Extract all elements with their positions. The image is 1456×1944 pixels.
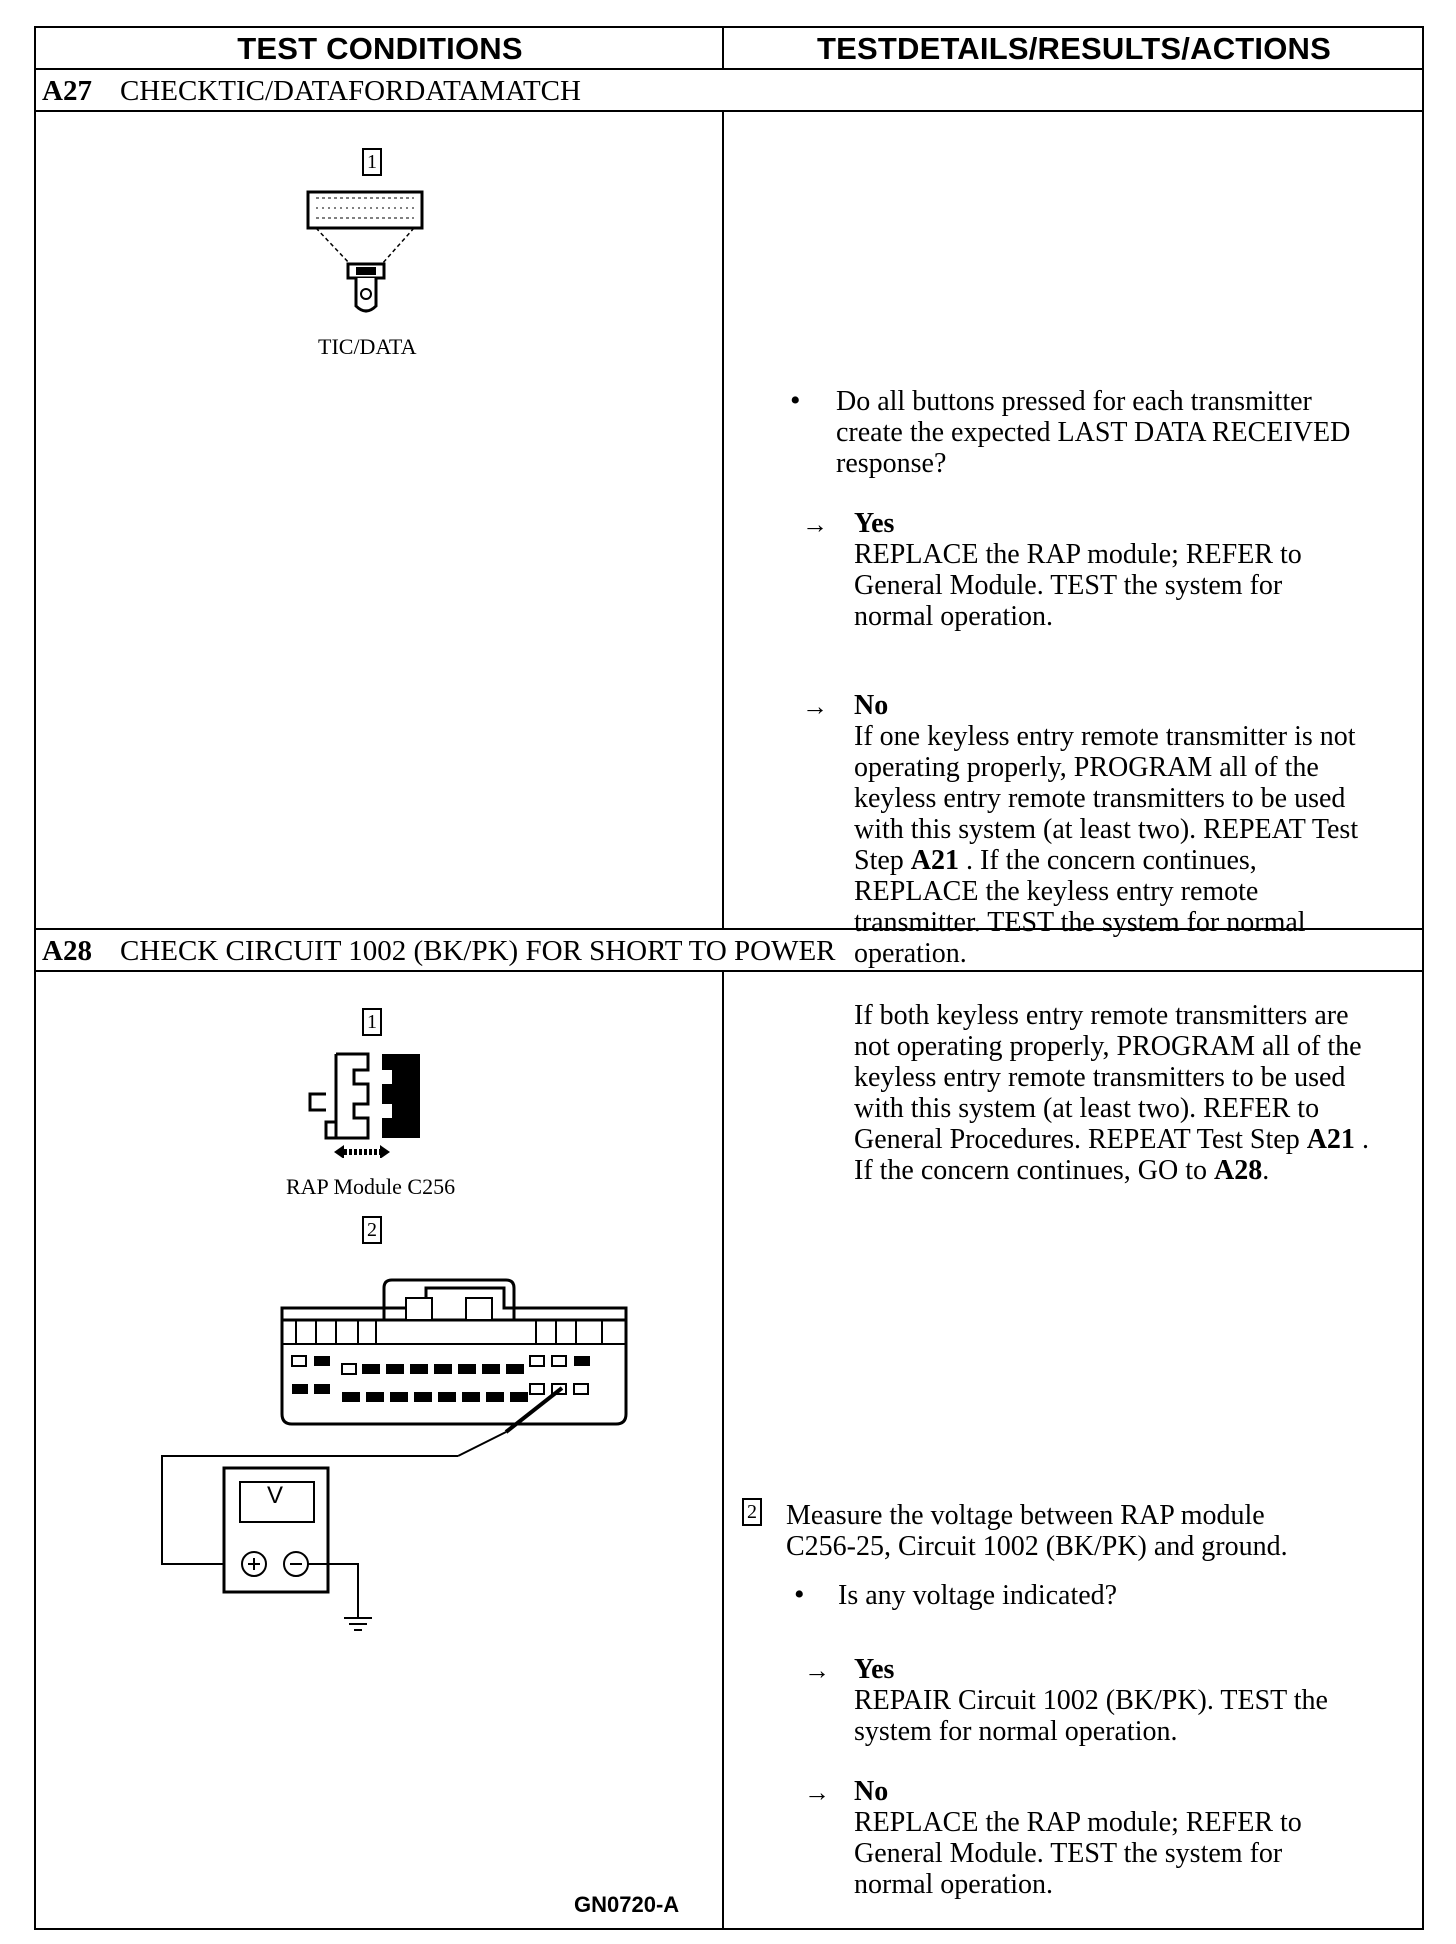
a27-step-title: CHECKTIC/DATAFORDATAMATCH — [119, 74, 581, 107]
a27-title-row — [42, 72, 581, 110]
a28-yes-block: Yes REPAIR Circuit 1002 (BK/PK). TEST the system for normal operation. — [854, 1654, 1328, 1747]
a28-step-box-2: 2 — [362, 1216, 382, 1244]
a28-figure-caption: RAP Module C256 — [286, 1174, 456, 1199]
a27-yes-block: Yes REPLACE the RAP module; REFER to General Module. TEST the system for normal operation. — [854, 508, 1302, 632]
voltmeter-connector-figure — [96, 1264, 696, 1864]
tic-data-connector-figure — [306, 188, 446, 348]
rap-module-connector-figure — [296, 1048, 456, 1158]
a28-right-step-box-2: 2 — [742, 1498, 762, 1526]
a28-no-arrow: → — [804, 1778, 830, 1807]
a27-step-box-1: 1 — [362, 148, 382, 176]
figure-id: GN0720-A — [574, 1892, 680, 1917]
header-test-details: TESTDETAILS/RESULTS/ACTIONS — [816, 31, 1332, 66]
a28-title-rule — [36, 970, 1422, 972]
a28-no-label: No — [854, 1776, 889, 1807]
a27-step-number: A27 — [42, 74, 92, 107]
a27-yes-label: Yes — [854, 508, 895, 539]
a28-step-number: A28 — [42, 934, 92, 967]
header-divider — [722, 28, 724, 68]
a28-no-block: No REPLACE the RAP module; REFER to General Module. TEST the system for normal operation. — [854, 1776, 1302, 1900]
a28-step-title: CHECK CIRCUIT 1002 (BK/PK) FOR SHORT TO POWER — [119, 934, 836, 967]
a27-no-label: No — [854, 690, 889, 721]
a27-figure-caption: TIC/DATA — [318, 334, 417, 359]
header-test-conditions: TEST CONDITIONS — [237, 31, 523, 66]
a28-measure-instruction: Measure the voltage between RAP module C256-25, Circuit 1002 (BK/PK) and ground. — [786, 1500, 1288, 1562]
a28-title-row — [42, 932, 836, 970]
a27-question: Do all buttons pressed for each transmitter create the expected LAST DATA RECEIVED response? — [836, 386, 1351, 479]
a27-no-block: No If one keyless entry remote transmitter is not operating properly, PROGRAM all of the keyless entry remote transmitters to be used with this system (at least two). REPEAT Test Step A21 . If the concern continues, REPLACE the keyless entry remote transmitter. TEST the system for normal operation. If both keyless entry remote transmitters are not operating properly, PROGRAM all of the keyless entry remote transmitters to be used with this system (at least two). REFER to General Procedures. REPEAT Test Step A21 . If the concern continues, GO to A28. — [854, 690, 1369, 1186]
a27-bullet: • — [790, 384, 801, 417]
meter-display-label: V — [266, 1482, 283, 1509]
a27-no-arrow: → — [802, 692, 828, 721]
a28-yes-arrow: → — [804, 1656, 830, 1685]
a27-title-rule — [36, 110, 1422, 112]
a27-column-divider — [722, 110, 724, 928]
a28-step-box-1: 1 — [362, 1008, 382, 1036]
a27-yes-arrow: → — [802, 510, 828, 539]
header-bottom-rule — [36, 68, 1422, 70]
a28-top-rule — [36, 928, 1422, 930]
diagnostic-table — [34, 26, 1424, 1930]
a28-bullet: • — [794, 1578, 805, 1611]
a28-column-divider — [722, 970, 724, 1930]
a28-yes-label: Yes — [854, 1654, 895, 1685]
a28-question: Is any voltage indicated? — [838, 1580, 1118, 1611]
